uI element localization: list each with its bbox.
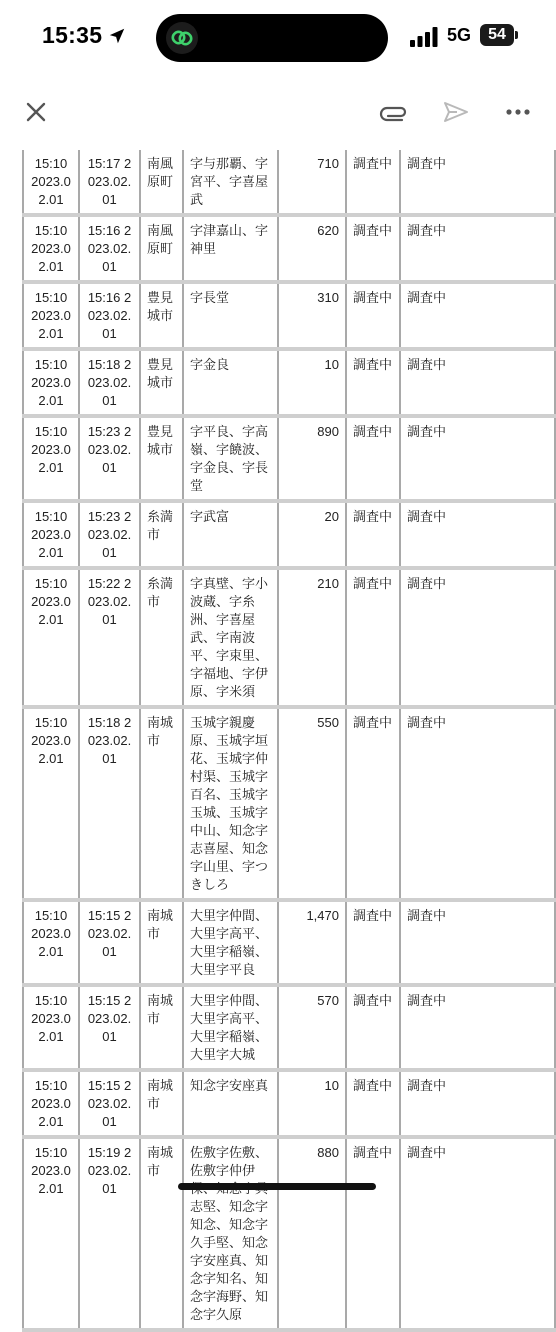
cause-cell: 調査中 bbox=[346, 1137, 400, 1330]
end-time-cell: 15:22 2023.02.01 bbox=[79, 568, 140, 707]
send-button[interactable] bbox=[434, 84, 478, 140]
status-cell: 調査中 bbox=[400, 707, 555, 900]
status-bar bbox=[0, 0, 554, 78]
status-cell: 調査中 bbox=[400, 985, 555, 1070]
status-cell: 調査中 bbox=[400, 1070, 555, 1137]
cause-cell: 調査中 bbox=[346, 282, 400, 349]
status-cell: 調査中 bbox=[400, 416, 555, 501]
area-cell: 字長堂 bbox=[183, 282, 278, 349]
city-cell: 南城市 bbox=[140, 707, 183, 900]
home-indicator[interactable] bbox=[178, 1183, 376, 1190]
close-button[interactable] bbox=[14, 84, 58, 140]
email-body bbox=[0, 150, 554, 1322]
area-cell: 字真壁、字小波蔵、字糸洲、字喜屋武、字南波平、字束里、字福地、字伊原、字米須 bbox=[183, 568, 278, 707]
attach-button[interactable] bbox=[372, 84, 416, 140]
cause-cell: 調査中 bbox=[346, 215, 400, 282]
city-cell: 糸満市 bbox=[140, 501, 183, 568]
start-time-cell: 15:10 2023.02.01 bbox=[23, 501, 79, 568]
status-time: 15:35 bbox=[42, 22, 103, 48]
household-count-cell: 1,470 bbox=[278, 900, 346, 985]
table-row bbox=[23, 282, 555, 349]
city-cell: 南風原町 bbox=[140, 150, 183, 215]
city-cell: 南城市 bbox=[140, 1137, 183, 1330]
end-time-cell: 15:19 2023.02.01 bbox=[79, 1137, 140, 1330]
household-count-cell: 620 bbox=[278, 215, 346, 282]
area-cell: 大里字仲間、大里字高平、大里字稲嶺、大里字大城 bbox=[183, 985, 278, 1070]
end-time-cell: 15:16 2023.02.01 bbox=[79, 282, 140, 349]
cause-cell: 調査中 bbox=[346, 568, 400, 707]
household-count-cell: 890 bbox=[278, 416, 346, 501]
table-row bbox=[23, 900, 555, 985]
end-time-cell: 15:16 2023.02.01 bbox=[79, 215, 140, 282]
cause-cell: 調査中 bbox=[346, 349, 400, 416]
city-cell: 南風原町 bbox=[140, 215, 183, 282]
household-count-cell: 310 bbox=[278, 282, 346, 349]
table-row bbox=[23, 1070, 555, 1137]
table-row bbox=[23, 985, 555, 1070]
city-cell: 豊見城市 bbox=[140, 349, 183, 416]
area-cell: 字武富 bbox=[183, 501, 278, 568]
area-cell: 字平良、字高嶺、字饒波、字金良、字長堂 bbox=[183, 416, 278, 501]
start-time-cell: 15:10 2023.02.01 bbox=[23, 1137, 79, 1330]
city-cell: 南城市 bbox=[140, 1070, 183, 1137]
area-cell: 佐敷字佐敷、佐敷字仲伊 志堅、知念字知念、知念字久手堅、知念字安座真、知念字知名、知念字海野、知念字久原 bbox=[183, 1137, 278, 1330]
household-count-cell: 20 bbox=[278, 501, 346, 568]
cause-cell: 調査中 bbox=[346, 416, 400, 501]
cause-cell: 調査中 bbox=[346, 707, 400, 900]
cause-cell: 調査中 bbox=[346, 900, 400, 985]
table-row bbox=[23, 501, 555, 568]
area-cell: 字金良 bbox=[183, 349, 278, 416]
table-row bbox=[23, 215, 555, 282]
start-time-cell: 15:10 2023.02.01 bbox=[23, 707, 79, 900]
status-cell: 調査中 bbox=[400, 1137, 555, 1330]
cellular-signal-icon bbox=[410, 27, 438, 47]
compose-toolbar bbox=[0, 84, 554, 140]
cause-cell: 調査中 bbox=[346, 501, 400, 568]
end-time-cell: 15:15 2023.02.01 bbox=[79, 1070, 140, 1137]
household-count-cell: 10 bbox=[278, 1070, 346, 1137]
app-activity-icon bbox=[166, 22, 198, 54]
area-cell: 字与那覇、字宮平、字喜屋武 bbox=[183, 150, 278, 215]
status-cell: 調査中 bbox=[400, 568, 555, 707]
status-cell: 調査中 bbox=[400, 900, 555, 985]
battery-icon: 54 bbox=[480, 24, 514, 46]
start-time-cell: 15:10 2023.02.01 bbox=[23, 1070, 79, 1137]
end-time-cell: 15:23 2023.02.01 bbox=[79, 501, 140, 568]
table-row bbox=[23, 416, 555, 501]
status-cell: 調査中 bbox=[400, 349, 555, 416]
end-time-cell: 15:15 2023.02.01 bbox=[79, 985, 140, 1070]
city-cell: 糸満市 bbox=[140, 568, 183, 707]
status-cell: 調査中 bbox=[400, 215, 555, 282]
close-icon bbox=[25, 101, 47, 123]
end-time-cell: 15:17 2023.02.01 bbox=[79, 150, 140, 215]
end-time-cell: 15:18 2023.02.01 bbox=[79, 349, 140, 416]
start-time-cell: 15:10 2023.02.01 bbox=[23, 416, 79, 501]
household-count-cell: 570 bbox=[278, 985, 346, 1070]
cause-cell: 調査中 bbox=[346, 985, 400, 1070]
end-time-cell: 15:23 2023.02.01 bbox=[79, 416, 140, 501]
send-icon bbox=[443, 100, 469, 124]
more-horizontal-icon bbox=[505, 108, 531, 116]
table-row bbox=[23, 1137, 555, 1330]
paperclip-icon bbox=[379, 101, 409, 123]
start-time-cell: 15:10 2023.02.01 bbox=[23, 568, 79, 707]
status-cell: 調査中 bbox=[400, 282, 555, 349]
table-row bbox=[23, 568, 555, 707]
area-cell: 知念字安座真 bbox=[183, 1070, 278, 1137]
household-count-cell: 550 bbox=[278, 707, 346, 900]
outage-table bbox=[22, 150, 556, 1332]
start-time-cell: 15:10 2023.02.01 bbox=[23, 985, 79, 1070]
area-cell: 大里字仲間、大里字高平、大里字稲嶺、大里字平良 bbox=[183, 900, 278, 985]
dynamic-island bbox=[156, 14, 388, 62]
area-cell: 字津嘉山、字神里 bbox=[183, 215, 278, 282]
table-row bbox=[23, 707, 555, 900]
end-time-cell: 15:15 2023.02.01 bbox=[79, 900, 140, 985]
table-row bbox=[23, 150, 555, 215]
household-count-cell: 710 bbox=[278, 150, 346, 215]
table-row bbox=[23, 349, 555, 416]
location-arrow-icon bbox=[108, 27, 126, 45]
more-options-button[interactable] bbox=[496, 84, 540, 140]
status-cell: 調査中 bbox=[400, 150, 555, 215]
start-time-cell: 15:10 2023.02.01 bbox=[23, 215, 79, 282]
city-cell: 豊見城市 bbox=[140, 282, 183, 349]
household-count-cell: 210 bbox=[278, 568, 346, 707]
city-cell: 南城市 bbox=[140, 985, 183, 1070]
household-count-cell: 10 bbox=[278, 349, 346, 416]
start-time-cell: 15:10 2023.02.01 bbox=[23, 900, 79, 985]
status-cell: 調査中 bbox=[400, 501, 555, 568]
network-type: 5G bbox=[447, 25, 472, 45]
start-time-cell: 15:10 2023.02.01 bbox=[23, 282, 79, 349]
city-cell: 豊見城市 bbox=[140, 416, 183, 501]
area-cell: 玉城字親慶原、玉城字垣花、玉城字仲村渠、玉城字百名、玉城字玉城、玉城字中山、知念字志喜屋、知念字山里、字つきしろ bbox=[183, 707, 278, 900]
start-time-cell: 15:10 2023.02.01 bbox=[23, 349, 79, 416]
cause-cell: 調査中 bbox=[346, 1070, 400, 1137]
city-cell: 南城市 bbox=[140, 900, 183, 985]
end-time-cell: 15:18 2023.02.01 bbox=[79, 707, 140, 900]
household-count-cell: 880 bbox=[278, 1137, 346, 1330]
start-time-cell: 15:10 2023.02.01 bbox=[23, 150, 79, 215]
cause-cell: 調査中 bbox=[346, 150, 400, 215]
